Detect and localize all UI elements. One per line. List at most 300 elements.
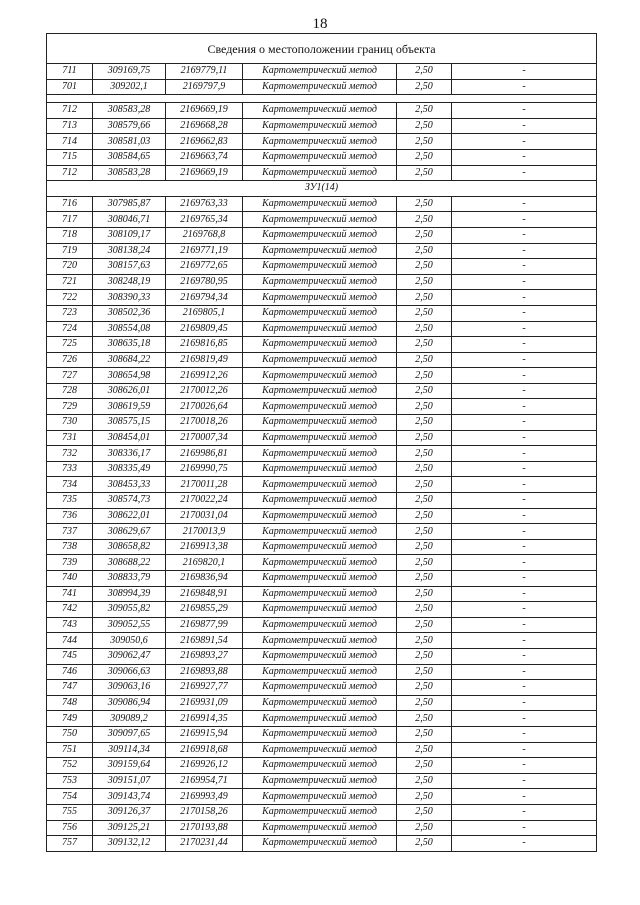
point-number-cell: 740 [47, 571, 93, 587]
point-number-cell: 745 [47, 648, 93, 664]
method-cell: Картометрический метод [243, 134, 397, 150]
table-row [47, 789, 597, 805]
description-cell: - [452, 212, 597, 228]
x-coordinate-cell: 309089,2 [93, 711, 166, 727]
accuracy-cell: 2,50 [397, 758, 452, 774]
method-cell: Картометрический метод [243, 196, 397, 212]
point-number-cell: 736 [47, 508, 93, 524]
y-coordinate-cell: 2169926,12 [166, 758, 243, 774]
point-number-cell: 717 [47, 212, 93, 228]
accuracy-cell: 2,50 [397, 586, 452, 602]
accuracy-cell: 2,50 [397, 415, 452, 431]
accuracy-cell: 2,50 [397, 555, 452, 571]
table-row [47, 804, 597, 820]
y-coordinate-cell: 2169993,49 [166, 789, 243, 805]
description-cell: - [452, 586, 597, 602]
x-coordinate-cell: 309143,74 [93, 789, 166, 805]
page-number: 18 [312, 16, 328, 32]
x-coordinate-cell: 309052,55 [93, 617, 166, 633]
blank-cell [47, 95, 597, 103]
description-cell: - [452, 383, 597, 399]
method-cell: Картометрический метод [243, 633, 397, 649]
method-cell: Картометрический метод [243, 493, 397, 509]
accuracy-cell: 2,50 [397, 337, 452, 353]
method-cell: Картометрический метод [243, 789, 397, 805]
method-cell: Картометрический метод [243, 508, 397, 524]
y-coordinate-cell: 2169663,74 [166, 149, 243, 165]
method-cell: Картометрический метод [243, 555, 397, 571]
point-number-cell: 720 [47, 259, 93, 275]
point-number-cell: 753 [47, 773, 93, 789]
y-coordinate-cell: 2169768,8 [166, 227, 243, 243]
method-cell: Картометрический метод [243, 602, 397, 618]
table-row [47, 602, 597, 618]
accuracy-cell: 2,50 [397, 383, 452, 399]
point-number-cell: 718 [47, 227, 93, 243]
x-coordinate-cell: 308574,73 [93, 493, 166, 509]
accuracy-cell: 2,50 [397, 149, 452, 165]
x-coordinate-cell: 309097,65 [93, 726, 166, 742]
description-cell: - [452, 274, 597, 290]
accuracy-cell: 2,50 [397, 571, 452, 587]
description-cell: - [452, 617, 597, 633]
table-row [47, 305, 597, 321]
table-row [47, 617, 597, 633]
method-cell: Картометрический метод [243, 352, 397, 368]
x-coordinate-cell: 308046,71 [93, 212, 166, 228]
accuracy-cell: 2,50 [397, 726, 452, 742]
accuracy-cell: 2,50 [397, 508, 452, 524]
accuracy-cell: 2,50 [397, 477, 452, 493]
method-cell: Картометрический метод [243, 64, 397, 80]
table-row [47, 836, 597, 852]
x-coordinate-cell: 308454,01 [93, 430, 166, 446]
point-number-cell: 741 [47, 586, 93, 602]
point-number-cell: 751 [47, 742, 93, 758]
accuracy-cell: 2,50 [397, 243, 452, 259]
method-cell: Картометрический метод [243, 103, 397, 119]
x-coordinate-cell: 308688,22 [93, 555, 166, 571]
accuracy-cell: 2,50 [397, 134, 452, 150]
description-cell: - [452, 118, 597, 134]
accuracy-cell: 2,50 [397, 212, 452, 228]
table-row [47, 383, 597, 399]
x-coordinate-cell: 309169,75 [93, 64, 166, 80]
description-cell: - [452, 804, 597, 820]
accuracy-cell: 2,50 [397, 196, 452, 212]
description-cell: - [452, 648, 597, 664]
point-number-cell: 712 [47, 103, 93, 119]
y-coordinate-cell: 2169891,54 [166, 633, 243, 649]
description-cell: - [452, 368, 597, 384]
description-cell: - [452, 477, 597, 493]
description-cell: - [452, 680, 597, 696]
y-coordinate-cell: 2169820,1 [166, 555, 243, 571]
x-coordinate-cell: 308138,24 [93, 243, 166, 259]
y-coordinate-cell: 2169816,85 [166, 337, 243, 353]
y-coordinate-cell: 2169794,34 [166, 290, 243, 306]
description-cell: - [452, 430, 597, 446]
method-cell: Картометрический метод [243, 149, 397, 165]
method-cell: Картометрический метод [243, 695, 397, 711]
method-cell: Картометрический метод [243, 399, 397, 415]
point-number-cell: 735 [47, 493, 93, 509]
point-number-cell: 713 [47, 118, 93, 134]
description-cell: - [452, 508, 597, 524]
x-coordinate-cell: 308622,01 [93, 508, 166, 524]
method-cell: Картометрический метод [243, 446, 397, 462]
accuracy-cell: 2,50 [397, 461, 452, 477]
description-cell: - [452, 227, 597, 243]
description-cell: - [452, 711, 597, 727]
method-cell: Картометрический метод [243, 820, 397, 836]
accuracy-cell: 2,50 [397, 524, 452, 540]
table-row [47, 820, 597, 836]
point-number-cell: 749 [47, 711, 93, 727]
y-coordinate-cell: 2169771,19 [166, 243, 243, 259]
accuracy-cell: 2,50 [397, 305, 452, 321]
y-coordinate-cell: 2169772,65 [166, 259, 243, 275]
x-coordinate-cell: 308626,01 [93, 383, 166, 399]
x-coordinate-cell: 309063,16 [93, 680, 166, 696]
description-cell: - [452, 602, 597, 618]
y-coordinate-cell: 2169986,81 [166, 446, 243, 462]
method-cell: Картометрический метод [243, 305, 397, 321]
point-number-cell: 730 [47, 415, 93, 431]
table-row [47, 524, 597, 540]
description-cell: - [452, 415, 597, 431]
method-cell: Картометрический метод [243, 477, 397, 493]
x-coordinate-cell: 308684,22 [93, 352, 166, 368]
description-cell: - [452, 352, 597, 368]
point-number-cell: 731 [47, 430, 93, 446]
x-coordinate-cell: 308584,65 [93, 149, 166, 165]
point-number-cell: 754 [47, 789, 93, 805]
accuracy-cell: 2,50 [397, 118, 452, 134]
accuracy-cell: 2,50 [397, 539, 452, 555]
accuracy-cell: 2,50 [397, 493, 452, 509]
description-cell: - [452, 243, 597, 259]
method-cell: Картометрический метод [243, 539, 397, 555]
table-row [47, 726, 597, 742]
accuracy-cell: 2,50 [397, 711, 452, 727]
table-row [47, 165, 597, 181]
description-cell: - [452, 571, 597, 587]
description-cell: - [452, 399, 597, 415]
title-row [47, 34, 597, 64]
point-number-cell: 715 [47, 149, 93, 165]
y-coordinate-cell: 2170231,44 [166, 836, 243, 852]
table-row [47, 446, 597, 462]
table-row [47, 118, 597, 134]
accuracy-cell: 2,50 [397, 368, 452, 384]
method-cell: Картометрический метод [243, 118, 397, 134]
table-row [47, 227, 597, 243]
point-number-cell: 719 [47, 243, 93, 259]
description-cell: - [452, 337, 597, 353]
table-body [47, 34, 597, 852]
accuracy-cell: 2,50 [397, 804, 452, 820]
table-row [47, 243, 597, 259]
point-number-cell: 739 [47, 555, 93, 571]
accuracy-cell: 2,50 [397, 742, 452, 758]
y-coordinate-cell: 2169848,91 [166, 586, 243, 602]
table-row [47, 368, 597, 384]
y-coordinate-cell: 2169805,1 [166, 305, 243, 321]
table-row [47, 633, 597, 649]
method-cell: Картометрический метод [243, 461, 397, 477]
point-number-cell: 711 [47, 64, 93, 80]
accuracy-cell: 2,50 [397, 789, 452, 805]
x-coordinate-cell: 308994,39 [93, 586, 166, 602]
method-cell: Картометрический метод [243, 726, 397, 742]
method-cell: Картометрический метод [243, 664, 397, 680]
point-number-cell: 734 [47, 477, 93, 493]
boundary-coordinates-table [46, 33, 597, 852]
y-coordinate-cell: 2169954,71 [166, 773, 243, 789]
table-row [47, 680, 597, 696]
table-title: Сведения о местоположении границ объекта [47, 34, 597, 64]
y-coordinate-cell: 2169893,88 [166, 664, 243, 680]
y-coordinate-cell: 2169819,49 [166, 352, 243, 368]
accuracy-cell: 2,50 [397, 648, 452, 664]
y-coordinate-cell: 2169669,19 [166, 103, 243, 119]
accuracy-cell: 2,50 [397, 836, 452, 852]
y-coordinate-cell: 2169914,35 [166, 711, 243, 727]
table-row [47, 695, 597, 711]
x-coordinate-cell: 308833,79 [93, 571, 166, 587]
method-cell: Картометрический метод [243, 571, 397, 587]
y-coordinate-cell: 2170018,26 [166, 415, 243, 431]
description-cell: - [452, 758, 597, 774]
y-coordinate-cell: 2169913,38 [166, 539, 243, 555]
point-number-cell: 744 [47, 633, 93, 649]
y-coordinate-cell: 2169927,77 [166, 680, 243, 696]
x-coordinate-cell: 308453,33 [93, 477, 166, 493]
y-coordinate-cell: 2169668,28 [166, 118, 243, 134]
table-row [47, 648, 597, 664]
description-cell: - [452, 524, 597, 540]
y-coordinate-cell: 2169855,29 [166, 602, 243, 618]
accuracy-cell: 2,50 [397, 617, 452, 633]
x-coordinate-cell: 308619,59 [93, 399, 166, 415]
description-cell: - [452, 165, 597, 181]
x-coordinate-cell: 308335,49 [93, 461, 166, 477]
method-cell: Картометрический метод [243, 79, 397, 95]
x-coordinate-cell: 309050,6 [93, 633, 166, 649]
y-coordinate-cell: 2169918,68 [166, 742, 243, 758]
x-coordinate-cell: 307985,87 [93, 196, 166, 212]
y-coordinate-cell: 2169877,99 [166, 617, 243, 633]
description-cell: - [452, 664, 597, 680]
x-coordinate-cell: 308502,36 [93, 305, 166, 321]
table-row [47, 586, 597, 602]
x-coordinate-cell: 309151,07 [93, 773, 166, 789]
description-cell: - [452, 773, 597, 789]
y-coordinate-cell: 2170012,26 [166, 383, 243, 399]
table-row [47, 773, 597, 789]
y-coordinate-cell: 2169765,34 [166, 212, 243, 228]
table-row [47, 64, 597, 80]
x-coordinate-cell: 309114,34 [93, 742, 166, 758]
description-cell: - [452, 259, 597, 275]
method-cell: Картометрический метод [243, 290, 397, 306]
table-row [47, 259, 597, 275]
point-number-cell: 742 [47, 602, 93, 618]
section-row [47, 181, 597, 197]
point-number-cell: 755 [47, 804, 93, 820]
table-row [47, 711, 597, 727]
accuracy-cell: 2,50 [397, 352, 452, 368]
description-cell: - [452, 789, 597, 805]
table-row [47, 103, 597, 119]
method-cell: Картометрический метод [243, 430, 397, 446]
x-coordinate-cell: 309055,82 [93, 602, 166, 618]
method-cell: Картометрический метод [243, 337, 397, 353]
method-cell: Картометрический метод [243, 524, 397, 540]
y-coordinate-cell: 2169763,33 [166, 196, 243, 212]
accuracy-cell: 2,50 [397, 680, 452, 696]
table-row [47, 196, 597, 212]
method-cell: Картометрический метод [243, 836, 397, 852]
table-row [47, 571, 597, 587]
table-row [47, 477, 597, 493]
point-number-cell: 722 [47, 290, 93, 306]
method-cell: Картометрический метод [243, 165, 397, 181]
method-cell: Картометрический метод [243, 274, 397, 290]
y-coordinate-cell: 2169915,94 [166, 726, 243, 742]
method-cell: Картометрический метод [243, 586, 397, 602]
accuracy-cell: 2,50 [397, 64, 452, 80]
point-number-cell: 737 [47, 524, 93, 540]
y-coordinate-cell: 2170013,9 [166, 524, 243, 540]
y-coordinate-cell: 2169912,26 [166, 368, 243, 384]
method-cell: Картометрический метод [243, 773, 397, 789]
y-coordinate-cell: 2169669,19 [166, 165, 243, 181]
accuracy-cell: 2,50 [397, 103, 452, 119]
table-row [47, 539, 597, 555]
x-coordinate-cell: 308157,63 [93, 259, 166, 275]
y-coordinate-cell: 2170031,04 [166, 508, 243, 524]
description-cell: - [452, 64, 597, 80]
accuracy-cell: 2,50 [397, 633, 452, 649]
y-coordinate-cell: 2169797,9 [166, 79, 243, 95]
description-cell: - [452, 103, 597, 119]
table-row [47, 274, 597, 290]
description-cell: - [452, 321, 597, 337]
y-coordinate-cell: 2169931,09 [166, 695, 243, 711]
point-number-cell: 733 [47, 461, 93, 477]
point-number-cell: 723 [47, 305, 93, 321]
description-cell: - [452, 539, 597, 555]
description-cell: - [452, 134, 597, 150]
x-coordinate-cell: 308654,98 [93, 368, 166, 384]
y-coordinate-cell: 2169809,45 [166, 321, 243, 337]
point-number-cell: 757 [47, 836, 93, 852]
table-row [47, 337, 597, 353]
table-row [47, 493, 597, 509]
method-cell: Картометрический метод [243, 259, 397, 275]
point-number-cell: 752 [47, 758, 93, 774]
x-coordinate-cell: 308583,28 [93, 103, 166, 119]
x-coordinate-cell: 308581,03 [93, 134, 166, 150]
description-cell: - [452, 726, 597, 742]
y-coordinate-cell: 2170193,88 [166, 820, 243, 836]
point-number-cell: 747 [47, 680, 93, 696]
point-number-cell: 727 [47, 368, 93, 384]
x-coordinate-cell: 309202,1 [93, 79, 166, 95]
accuracy-cell: 2,50 [397, 259, 452, 275]
x-coordinate-cell: 309066,63 [93, 664, 166, 680]
accuracy-cell: 2,50 [397, 820, 452, 836]
method-cell: Картометрический метод [243, 212, 397, 228]
point-number-cell: 716 [47, 196, 93, 212]
point-number-cell: 712 [47, 165, 93, 181]
point-number-cell: 748 [47, 695, 93, 711]
y-coordinate-cell: 2169662,83 [166, 134, 243, 150]
description-cell: - [452, 305, 597, 321]
point-number-cell: 724 [47, 321, 93, 337]
accuracy-cell: 2,50 [397, 773, 452, 789]
accuracy-cell: 2,50 [397, 399, 452, 415]
point-number-cell: 701 [47, 79, 93, 95]
method-cell: Картометрический метод [243, 368, 397, 384]
description-cell: - [452, 290, 597, 306]
point-number-cell: 750 [47, 726, 93, 742]
x-coordinate-cell: 309132,12 [93, 836, 166, 852]
x-coordinate-cell: 308336,17 [93, 446, 166, 462]
table-row [47, 134, 597, 150]
method-cell: Картометрический метод [243, 617, 397, 633]
description-cell: - [452, 633, 597, 649]
point-number-cell: 728 [47, 383, 93, 399]
x-coordinate-cell: 308109,17 [93, 227, 166, 243]
accuracy-cell: 2,50 [397, 165, 452, 181]
point-number-cell: 726 [47, 352, 93, 368]
x-coordinate-cell: 308579,66 [93, 118, 166, 134]
method-cell: Картометрический метод [243, 804, 397, 820]
accuracy-cell: 2,50 [397, 602, 452, 618]
table-row [47, 664, 597, 680]
description-cell: - [452, 555, 597, 571]
description-cell: - [452, 196, 597, 212]
method-cell: Картометрический метод [243, 648, 397, 664]
y-coordinate-cell: 2169990,75 [166, 461, 243, 477]
y-coordinate-cell: 2169779,11 [166, 64, 243, 80]
point-number-cell: 746 [47, 664, 93, 680]
table-row [47, 321, 597, 337]
description-cell: - [452, 695, 597, 711]
y-coordinate-cell: 2169780,95 [166, 274, 243, 290]
method-cell: Картометрический метод [243, 415, 397, 431]
accuracy-cell: 2,50 [397, 664, 452, 680]
point-number-cell: 743 [47, 617, 93, 633]
table-row [47, 212, 597, 228]
table-row [47, 290, 597, 306]
point-number-cell: 729 [47, 399, 93, 415]
x-coordinate-cell: 309086,94 [93, 695, 166, 711]
method-cell: Картометрический метод [243, 227, 397, 243]
y-coordinate-cell: 2170026,64 [166, 399, 243, 415]
description-cell: - [452, 742, 597, 758]
point-number-cell: 732 [47, 446, 93, 462]
x-coordinate-cell: 309126,37 [93, 804, 166, 820]
point-number-cell: 725 [47, 337, 93, 353]
x-coordinate-cell: 308629,67 [93, 524, 166, 540]
table-row [47, 430, 597, 446]
y-coordinate-cell: 2170022,24 [166, 493, 243, 509]
section-label: ЗУ1(14) [47, 181, 597, 197]
